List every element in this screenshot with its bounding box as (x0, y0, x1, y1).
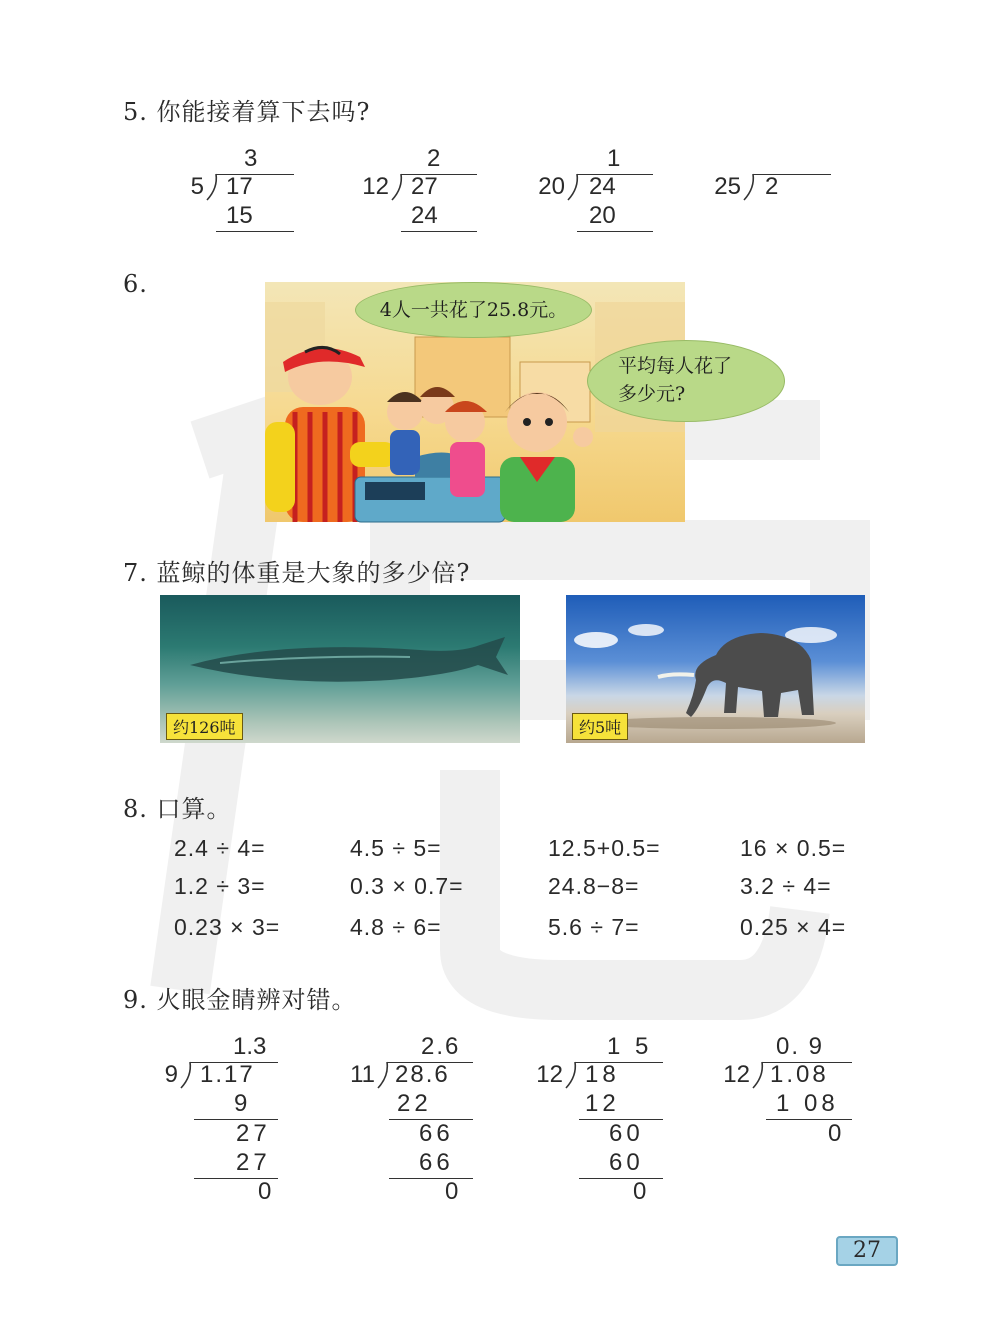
subtrahend: 60 (609, 1149, 644, 1176)
mental-math-item: 5.6 ÷ 7= (548, 914, 640, 940)
divisor: 25 (714, 173, 741, 200)
subtrahend: 66 (419, 1149, 454, 1176)
q5-title: 5. 你能接着算下去吗? (123, 98, 371, 126)
bubble-line-2: 多少元? (618, 383, 686, 405)
remainder: 0 (258, 1178, 272, 1205)
divisor: 20 (538, 173, 565, 200)
mental-math-item: 3.2 ÷ 4= (740, 873, 832, 899)
mental-math-item: 1.2 ÷ 3= (174, 873, 266, 899)
subtrahend: 22 (397, 1090, 432, 1117)
division-bracket (752, 1060, 764, 1090)
q5-division-3 (531, 145, 691, 265)
quotient: 2.6 (421, 1033, 461, 1060)
speech-bubble-question (587, 340, 785, 422)
subtrahend: 20 (589, 202, 616, 229)
quotient: 1.3 (233, 1033, 267, 1060)
subtraction-line (216, 231, 294, 232)
q5-division-2 (355, 145, 515, 265)
q6-title: 6. (123, 270, 148, 298)
q9-division-3 (533, 1033, 693, 1203)
q7-title: 7. 蓝鲸的体重是大象的多少倍? (123, 559, 471, 587)
speech-bubble-total: 4人一共花了25.8元。 (355, 282, 592, 338)
elephant-weight-label: 约5吨 (572, 713, 628, 740)
divisor: 12 (362, 173, 389, 200)
subtraction-line (401, 231, 477, 232)
remainder-step: 60 (609, 1120, 644, 1147)
division-bracket (565, 1060, 577, 1090)
quotient: 1 (607, 145, 621, 172)
q5-division-4 (707, 145, 867, 265)
divisor: 11 (350, 1061, 375, 1088)
q9-division-2 (345, 1033, 505, 1203)
mental-math-item: 12.5+0.5= (548, 835, 661, 861)
mental-math-item: 0.25 × 4= (740, 914, 847, 940)
dividend: 24 (589, 173, 616, 200)
quotient: 2 (427, 145, 441, 172)
q9-division-4 (720, 1033, 880, 1163)
dividend: 1.17 (200, 1061, 255, 1088)
remainder: 0 (828, 1120, 842, 1147)
page-number: 27 (836, 1236, 898, 1266)
subtraction-line (579, 1178, 663, 1179)
dividend: 2 (765, 173, 779, 200)
division-bracket (567, 172, 579, 202)
subtrahend: 27 (236, 1149, 271, 1176)
shop-illustration (265, 282, 733, 522)
subtrahend: 1 08 (776, 1090, 839, 1117)
dividend: 27 (411, 173, 438, 200)
subtrahend: 15 (226, 202, 253, 229)
mental-math-item: 16 × 0.5= (740, 835, 847, 861)
divisor: 9 (164, 1061, 178, 1088)
mental-math-item: 24.8−8= (548, 873, 640, 899)
divisor: 5 (190, 173, 204, 200)
division-bracket (180, 1060, 192, 1090)
dividend: 17 (226, 173, 253, 200)
subtrahend: 9 (234, 1090, 248, 1117)
q9-division-1 (160, 1033, 320, 1203)
divisor: 12 (723, 1061, 750, 1088)
subtraction-line (577, 231, 653, 232)
division-bracket (206, 172, 218, 202)
remainder-step: 27 (236, 1120, 271, 1147)
remainder-step: 66 (419, 1120, 454, 1147)
mental-math-item: 4.8 ÷ 6= (350, 914, 442, 940)
remainder: 0 (633, 1178, 647, 1205)
quotient: 1 5 (607, 1033, 653, 1060)
divisor: 12 (536, 1061, 563, 1088)
whale-weight-label: 约126吨 (166, 713, 243, 740)
mental-math-item: 4.5 ÷ 5= (350, 835, 442, 861)
dividend: 28.6 (395, 1061, 450, 1088)
division-bracket (391, 172, 403, 202)
subtrahend: 12 (585, 1090, 620, 1117)
mental-math-item: 0.23 × 3= (174, 914, 281, 940)
q5-division-1 (180, 145, 340, 265)
q9-title: 9. 火眼金睛辨对错。 (123, 986, 357, 1014)
bubble-line-1: 平均每人花了 (618, 355, 733, 377)
q8-title: 8. 口算。 (123, 795, 232, 823)
subtraction-line (389, 1178, 473, 1179)
dividend: 18 (585, 1061, 620, 1088)
whale-photo (160, 595, 520, 743)
quotient: 0. 9 (776, 1033, 825, 1060)
quotient: 3 (244, 145, 258, 172)
division-bracket (377, 1060, 389, 1090)
remainder: 0 (445, 1178, 459, 1205)
elephant-photo (566, 595, 865, 743)
mental-math-item: 0.3 × 0.7= (350, 873, 464, 899)
dividend: 1.08 (770, 1061, 829, 1088)
mental-math-item: 2.4 ÷ 4= (174, 835, 266, 861)
division-bracket (743, 172, 755, 202)
subtrahend: 24 (411, 202, 438, 229)
